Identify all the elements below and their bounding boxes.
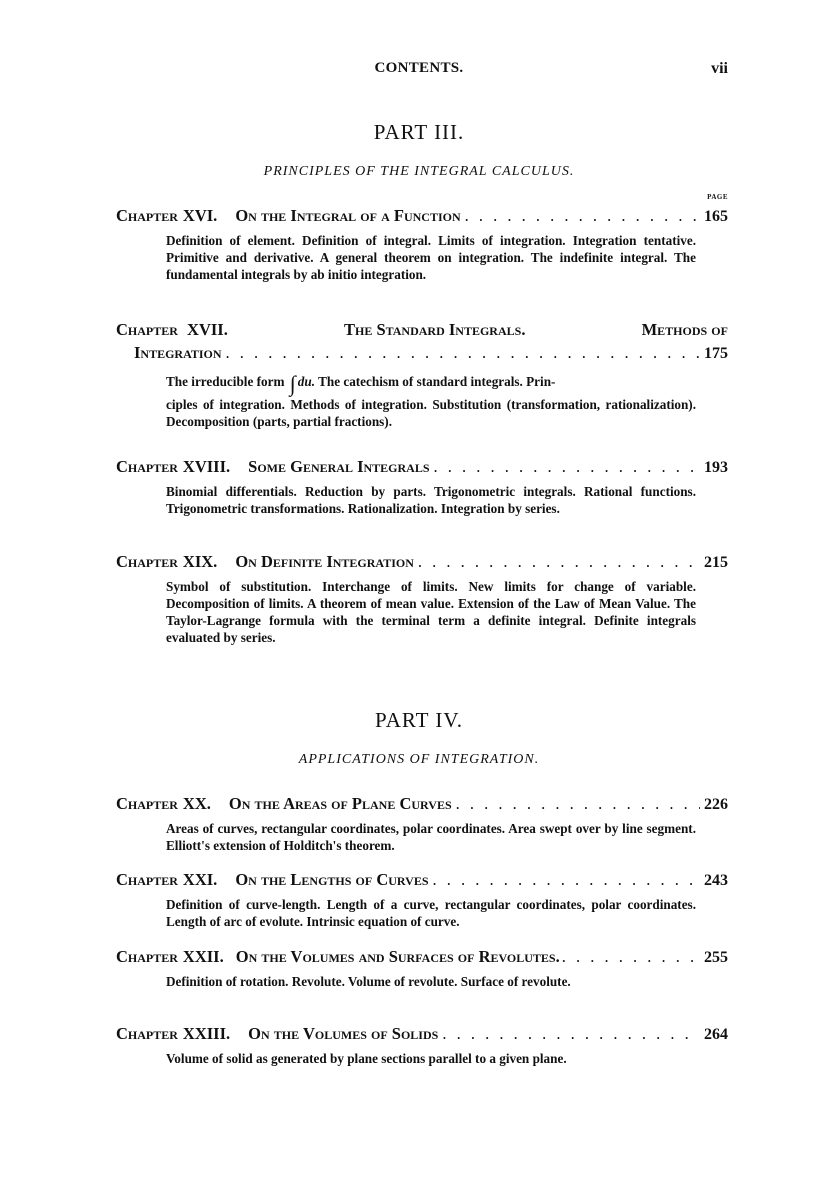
dot-leader — [434, 455, 700, 478]
dot-leader — [433, 868, 700, 891]
toc-entry-chapter-21[interactable] — [116, 868, 728, 930]
part-3-title: PART III. — [373, 120, 465, 144]
chapter-title: On the Integral of a Function — [235, 206, 461, 225]
dot-leader — [465, 204, 700, 227]
chapter-description: Symbol of substitution. Interchange of limits. New limits for change of variable. Decomposition of limits. A theorem of mean value. Extension of the Law of Mean Value. The Taylor-Lagrange formula with the terminal term a definite integral. Definite integrals evaluated by series. — [166, 579, 696, 645]
chapter-label: Chapter — [116, 1024, 178, 1043]
toc-entry-chapter-16[interactable] — [116, 204, 728, 283]
chapter-label: Chapter — [116, 870, 178, 889]
chapter-heading[interactable] — [116, 455, 728, 479]
desc-du: du. — [297, 374, 315, 389]
chapter-page: 255 — [704, 949, 728, 966]
chapter-description: Volume of solid as generated by plane sections parallel to a given plane. — [166, 1051, 567, 1066]
chapter-page: 226 — [704, 796, 728, 813]
dot-leader — [442, 1022, 700, 1045]
page-column-label: PAGE — [707, 193, 728, 201]
part-4-title: PART IV. — [374, 708, 464, 732]
chapter-title: Some General Integrals — [248, 457, 430, 476]
chapter-heading[interactable] — [116, 204, 728, 228]
dot-leader — [226, 341, 700, 364]
chapter-description: Definition of rotation. Revolute. Volume of revolute. Surface of revolute. — [166, 974, 571, 989]
toc-entry-chapter-19[interactable] — [116, 550, 728, 646]
chapter-heading[interactable] — [116, 945, 728, 969]
part-3-subtitle: PRINCIPLES OF THE INTEGRAL CALCULUS. — [263, 164, 575, 179]
chapter-label: Chapter — [116, 947, 178, 966]
chapter-title-part-2: Methods of — [641, 320, 728, 339]
chapter-title: On the Areas of Plane Curves — [228, 794, 452, 813]
chapter-number: XVI. — [182, 206, 218, 225]
chapter-number: XVII. — [187, 320, 228, 339]
part-4-subtitle: APPLICATIONS OF INTEGRATION. — [298, 752, 540, 767]
chapter-description: Definition of curve-length. Length of a curve, rectangular coordinates, polar coordinates. Length of arc of evolute. Intrinsic equation of curve. — [166, 897, 696, 929]
chapter-title: On the Volumes and Surfaces of Revolutes. — [235, 947, 560, 966]
toc-entry-chapter-23[interactable] — [116, 1022, 728, 1067]
chapter-number: XXI. — [182, 870, 218, 889]
dot-leader — [418, 550, 700, 573]
dot-leader — [456, 792, 700, 815]
chapter-page: 165 — [704, 208, 728, 225]
chapter-number: XVIII. — [182, 457, 231, 476]
chapter-label: Chapter — [116, 794, 178, 813]
chapter-number: XXII. — [182, 947, 224, 966]
running-title: CONTENTS. — [374, 60, 464, 76]
chapter-page: 264 — [704, 1026, 728, 1043]
desc-text-b: The catechism of standard integrals. Prin- — [318, 374, 556, 389]
chapter-heading[interactable] — [116, 1022, 728, 1046]
chapter-heading[interactable] — [116, 318, 728, 341]
chapter-title: On the Volumes of Solids — [248, 1024, 439, 1043]
integral-sign-icon: ∫ — [289, 371, 296, 396]
chapter-description: Areas of curves, rectangular coordinates, polar coordinates. Area swept over by line segment. Elliott's extension of Holditch's theorem. — [166, 821, 696, 853]
toc-entry-chapter-17[interactable] — [116, 318, 728, 430]
desc-text-a: The irreducible form — [166, 374, 285, 389]
dot-leader — [562, 945, 702, 968]
chapter-title-part-3: Integration — [134, 343, 222, 362]
chapter-heading[interactable] — [116, 792, 728, 816]
chapter-number: XIX. — [182, 552, 218, 571]
chapter-title: On the Lengths of Curves — [235, 870, 429, 889]
chapter-heading[interactable] — [116, 868, 728, 892]
chapter-description: Binomial differentials. Reduction by parts. Trigonometric integrals. Rational functions. Trigonometric transformations. Rationalization. Integration by series. — [166, 484, 696, 516]
chapter-number: XXIII. — [182, 1024, 231, 1043]
chapter-page: 215 — [704, 554, 728, 571]
chapter-description: Definition of element. Definition of integral. Limits of integration. Integration tentative. Primitive and derivative. A general theorem on integration. The indefinite integral. The fundamental integrals by ab initio integration. — [166, 233, 696, 282]
chapter-description-line-2: ciples of integration. Methods of integration. Substitution (transformation, rationalization). Decomposition (parts, partial fractions). — [166, 397, 696, 429]
toc-entry-chapter-22[interactable] — [116, 945, 728, 990]
chapter-page: 243 — [704, 872, 728, 889]
chapter-heading-continued[interactable] — [116, 341, 728, 365]
chapter-title-part-1: The Standard Integrals. — [344, 320, 526, 339]
chapter-label: Chapter — [116, 552, 178, 571]
chapter-heading[interactable] — [116, 550, 728, 574]
chapter-number: XX. — [182, 794, 211, 813]
toc-entry-chapter-20[interactable] — [116, 792, 728, 854]
chapter-description-line-1 — [166, 371, 696, 396]
chapter-label: Chapter — [116, 457, 178, 476]
chapter-page: 175 — [704, 345, 728, 362]
running-head — [110, 60, 728, 84]
page-number: vii — [711, 60, 728, 77]
chapter-page: 193 — [704, 459, 728, 476]
chapter-label: Chapter — [116, 320, 178, 339]
chapter-title: On Definite Integration — [235, 552, 414, 571]
toc-entry-chapter-18[interactable] — [116, 455, 728, 517]
chapter-label: Chapter — [116, 206, 178, 225]
